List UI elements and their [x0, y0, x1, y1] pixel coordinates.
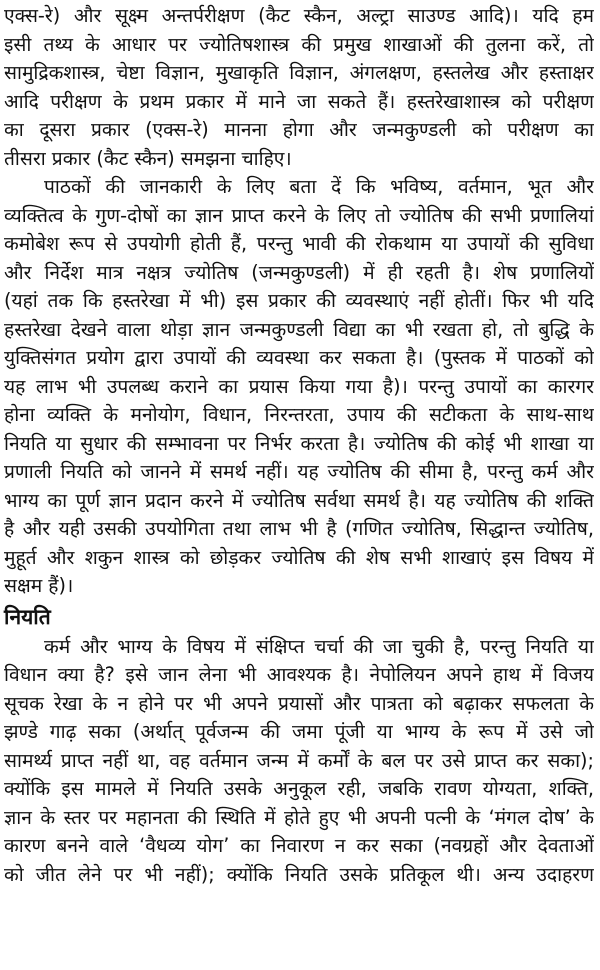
text-line: यह लाभ भी उपलब्ध कराने का प्रयास किया गया है)। परन्तु उपायों का कारगर — [4, 374, 594, 398]
text-line: युक्तिसंगत प्रयोग द्वारा उपायों की व्यवस्था कर सकता है। (पुस्तक में पाठकों को — [4, 346, 594, 369]
text-line: इसी तथ्य के आधार पर ज्योतिषशास्त्र की प्रमुख शाखाओं की तुलना करें, तो — [4, 32, 594, 56]
text-line: है और यही उसकी उपयोगिता तथा लाभ भी है (गणित ज्योतिष, सिद्धान्त ज्योतिष, — [4, 517, 594, 540]
text-line: सूचक रेखा के न होने पर भी अपने प्रयासों और पात्रता को बढ़ाकर सफलता के — [4, 691, 594, 715]
text-line: (यहां तक कि हस्तरेखा में भी) इस प्रकार की व्यवस्थाएं नहीं होतीं। फिर भी यदि — [4, 289, 594, 312]
text-line: सक्षम हैं)। — [4, 574, 74, 597]
text-line: कमोबेश रूप से उपयोगी होती हैं, परन्तु भावी की रोकथाम या उपायों की सुविधा — [4, 232, 594, 255]
text-line: पाठकों की जानकारी के लिए बता दें कि भविष्य, वर्तमान, भूत और — [44, 175, 594, 198]
text-line: होना व्यक्ति के मनोयोग, विधान, निरन्तरता, उपाय की सटीकता के साथ-साथ — [4, 403, 594, 426]
text-line: आदि परीक्षण के प्रथम प्रकार में माने जा सकते हैं। हस्तरेखाशास्त्र को परीक्षण — [4, 89, 594, 113]
text-line: कर्म और भाग्य के विषय में संक्षिप्त चर्चा की जा चुकी है, परन्तु नियति या — [44, 634, 594, 658]
paragraph-destiny — [4, 633, 594, 890]
text-line: भाग्य का पूर्ण ज्ञान प्रदान करने में ज्योतिष सर्वथा समर्थ है। यह ज्योतिष की शक्ति — [4, 488, 594, 512]
text-line: व्यक्तित्व के गुण-दोषों का ज्ञान प्राप्त करने के लिए तो ज्योतिष की सभी प्रणालियां — [4, 203, 594, 227]
text-line: कारण बनने वाले ‘वैधव्य योग’ का निवारण न कर सका (नवग्रहों और देवताओं — [4, 834, 594, 857]
text-line: क्योंकि इस मामले में नियति उसके अनुकूल रही, जबकि रावण योग्यता, शक्ति, — [4, 777, 594, 800]
text-line: तीसरा प्रकार (कैट स्कैन) समझना चाहिए। — [4, 146, 292, 170]
section-heading: नियति — [4, 604, 51, 629]
text-line: झण्डे गाढ़ सका (अर्थात् पूर्वजन्म की जमा पूंजी या भाग्य के रूप में उसे जो — [4, 720, 594, 743]
text-line: और निर्देश मात्र नक्षत्र ज्योतिष (जन्मकुण्डली) में ही रहती है। शेष प्रणालियों — [4, 260, 594, 284]
text-line: सामर्थ्य प्राप्त नहीं था, वह वर्तमान जन्म में कर्मों के बल पर उसे प्राप्त कर सका); — [4, 748, 594, 772]
text-line: प्रणाली नियति को जानने में समर्थ नहीं। यह ज्योतिष की सीमा है, परन्तु कर्म और — [4, 460, 594, 483]
paragraph-readers-information — [4, 173, 594, 601]
paragraph-examination-types — [4, 2, 594, 173]
text-line: को जीत लेने पर भी नहीं); क्योंकि नियति उसके प्रतिकूल थी। अन्य उदाहरण — [4, 862, 594, 886]
text-line: मुहूर्त और शकुन शास्त्र को छोड़कर ज्योतिष की शेष सभी शाखाएं इस विषय में — [4, 545, 594, 569]
text-line: का दूसरा प्रकार (एक्स-रे) मानना होगा और जन्मकुण्डली को परीक्षण का — [4, 118, 594, 141]
text-line: सामुद्रिकशास्त्र, चेष्टा विज्ञान, मुखाकृति विज्ञान, अंगलक्षण, हस्तलेख और हस्ताक्षर — [4, 61, 594, 84]
text-line: हस्तरेखा देखने वाला थोड़ा ज्ञान जन्मकुण्डली विद्या का भी रखता हो, तो बुद्धि के — [4, 317, 594, 341]
text-line: नियति या सुधार की सम्भावना पर निर्भर करता है। ज्योतिष की कोई भी शाखा या — [4, 431, 594, 455]
text-line: विधान क्या है? इसे जान लेना भी आवश्यक है। नेपोलियन अपने हाथ में विजय — [4, 663, 594, 686]
text-line: एक्स-रे) और सूक्ष्म अन्तर्परीक्षण (कैट स्कैन, अल्ट्रा साउण्ड आदि)। यदि हम — [4, 4, 594, 27]
text-line: ज्ञान के स्तर पर महानता की स्थिति में होते हुए भी अपनी पत्नी के ‘मंगल दोष’ के — [4, 805, 594, 829]
